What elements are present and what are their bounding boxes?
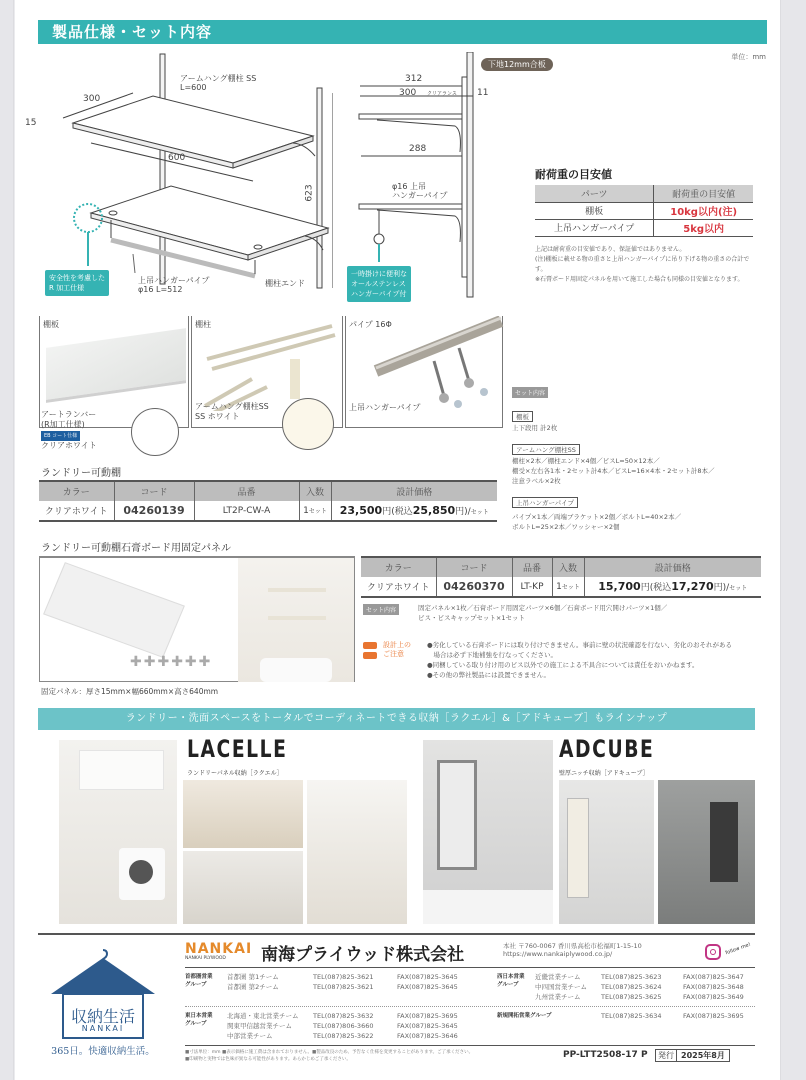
follow-me: follow me! [724,941,752,957]
logo-tagline: 365日。快適収納生活。 [51,1046,155,1057]
dim-width: 600 [168,153,186,163]
product1-title: ランドリー可動棚 [41,468,121,479]
installed-photo [238,558,354,682]
footer-bottom-rule [185,1045,755,1046]
contact-row: 関東甲信越営業チーム TEL(087)806-3660 FAX(087)825-3645 [227,1022,458,1030]
contact-row: 中四国営業チーム TEL(087)825-3624 FAX(087)825-3648 [535,983,744,991]
shelf-diagram [25,48,333,298]
company-header [185,940,755,968]
contact-row: 首都圏 第1チーム TEL(087)825-3621 FAX(087)825-3645 [227,973,458,981]
side-pipe-label: φ16 上吊 ハンガーパイプ [392,182,448,200]
lineup-banner: ランドリー・洗面スペースをトータルでコーディネートできる収納［ラクエル］&［アドキューブ］もラインナップ [38,708,755,730]
part-box-pipe: パイプ 16Φ 上吊ハンガーパイプ [345,316,503,428]
set-contents-2: セット内容 固定パネル×1枚／石膏ボード用固定パーツ×6個／石膏ボード用穴開けパーツ×1個／ ビス・ビスキャップセット×1セット [363,603,763,623]
footer-rule [38,933,755,935]
contact-row: 近畿営業チーム TEL(087)825-3623 FAX(087)825-3647 [535,973,744,981]
shuno-seikatsu-logo [49,948,157,1068]
lacelle-photo-1 [183,780,303,848]
left-gutter [0,0,14,1080]
contact-row: 九州営業チーム TEL(087)825-3625 FAX(087)825-3649 [535,993,744,1001]
color-swatch-clear-white [131,408,179,456]
company-address: 本社 〒760-0067 香川県高松市松福町1-15-10 https://www.nankaiplywood.co.jp/ [503,942,642,958]
lacelle-photo-2 [183,851,303,924]
nankai-mark: NANKAI NANKAI PLYWOOD [185,941,253,961]
part-box-pillar: 棚柱 アームハング棚柱SS SS ホワイト [191,316,343,428]
load-title: 耐荷重の目安値 [535,168,612,181]
contact-row: 北海道・東北営業チーム TEL(087)825-3632 FAX(087)825-3695 [227,1012,458,1020]
dim-11: 11 [477,88,489,98]
logo-brand: NANKAI [81,1024,125,1033]
r-process-callout: 安全性を考慮した R 加工仕様 [45,270,109,296]
lacelle-photo-3 [307,780,407,924]
lacelle-brand: LACELLE [187,735,288,763]
doc-code: PP-LTT2508-17 P [563,1050,648,1060]
adcube-photo-2 [658,780,755,924]
shelf-board-image [46,328,186,403]
company-name: 南海プライウッド株式会社 [261,945,465,965]
caution-list: ●劣化している石膏ボードには取り付けできません。事前に壁の状況確認を行ない、劣化のおそれがある 場合は必ず下地補強を行なってください。 ●同梱している取り付け用のビス以外での施工による不具合については責任をおいかねます。 ●その他の弊社製品には設置できません。 [427,641,733,679]
pillar-label: アームハング棚柱 SS L=600 [180,74,257,92]
load-header-row: パーツ 耐荷重の目安値 [535,185,753,202]
product1-row: クリアホワイト 04260139 LT2P-CW-A 1セット 23,500円(税込25,850円)/セット [39,501,497,521]
panel-image-box [39,556,355,682]
dim-288: 288 [409,144,427,154]
dim-thickness: 15 [25,118,37,128]
unit-label: 単位：mm [731,53,766,61]
panel-caption: 固定パネル：厚さ15mm×幅660mm×高さ640mm [41,687,219,696]
load-notes: 上記は耐荷重の目安値であり、保証値ではありません。 (注)棚板に載せる物の重さと上吊ハンガーパイプに吊り下げる物の重さの合計です。 ※石膏ボード用固定パネルを用いて施工した場合も同様の目安値となります。 [535,246,750,283]
load-row: 上吊ハンガーパイプ 5kg以内 [535,219,753,236]
contact-row: 中部営業チーム TEL(087)825-3622 FAX(087)825-3646 [227,1032,458,1040]
fixing-parts-image: ✚✚✚✚✚✚ [130,654,213,670]
issue-box: 発行 2025年8月 [655,1049,730,1062]
adcube-subtitle: 壁厚ニッチ収納［アドキューブ］ [559,770,649,777]
set-contents-1: セット内容 棚板 上下段用 計2枚 アームハング棚柱SS 棚柱×2本／棚柱エンド×4個／ビスL=50×12本／ 棚受×左右各1本・2セット計4本／ビスL=16×4本・2セット計8本／ 注意ラベル×2枚 上吊ハンガーパイプ パイプ×1本／両端ブラケット×2個／ボルトL=40×2本／ ボルトL=25×2本／ワッシャー×2個 [512,380,772,532]
pillar-end-label: 棚柱エンド [265,279,305,288]
adcube-photo-main [423,740,553,924]
stainless-callout: 一時掛けに便利な オールステンレス ハンガーパイプ付 [347,266,411,302]
clearance-label: クリアランス [427,91,457,97]
catalog-page: 製品仕様・セット内容 単位：mm 300 15 600 623 アームハング棚柱 SS L=600 上吊ハンガーパイプ φ16 L=512 棚柱エンド 安全性を考慮した R 加工仕様 312 300 クリアランス 11 288 φ16 上吊 ハンガーパイプ 一時掛けに便利な オールステンレス ハンガーパイプ付 下地12mm合板 耐荷重の目安値 パーツ 耐荷重の目安値 棚板 10kg以内(注) 上吊ハンガーパイプ 5kg以内 上記は耐荷重の目安値であり、保証値ではありません。 (注)棚板に載せる物の重さと上吊ハンガーパイプに吊り下げる物の重さの合計です。 ※石膏ボード用固定パネルを用いて施工した場合も同様の目安値となります。 棚板 アートランバー (R加工仕様) EB コート仕様 クリアホワイト 棚柱 アームハング棚柱SS SS ホワイト パイプ 16Φ 上吊ハンガーパイプ セット内容 棚板 上下段用 計2枚 アームハング棚柱SS 棚柱×2本／棚柱エンド×4個／ビスL=50×12本／ 棚受×左右各1本・2セット計4本／ビスL=16×4本・2セット計8本／ 注意ラベル×2枚 上吊ハンガーパイプ パイプ×1本／両端ブラケット×2個／ボルトL=40×2本／ ボルトL=25×2本／ワッシャー×2個 ランドリー可動棚 カラー コード 品番 入数 設計価格 クリアホワイト 04260139 LT2P-CW-A 1セット 23,500円(税込25,850円)/セット ランドリー可動棚石膏ボード用固定パネル ✚✚✚✚✚✚ 固定パネル：厚さ15mm×幅660mm×高さ640mm カラー コード 品番 入数 設計価格 クリアホワイト 04260370 LT-KP 1セット 15,700円(税込17,270円)/セット セット内容 固定パネル×1枚／石膏ボード用固定パーツ×6個／石膏ボード用穴開けパーツ×1個／ ビス・ビスキャップセット×1セット 設計上の ご注意 ●劣化している石膏ボードには取り付けできません。事前に壁の状況確認を行ない、劣化のおそれがある 場合は必ず下地補強を行なってください。 ●同梱している取り付け用のビス以外での施工による不具合については責任をおいかねます。 ●その他の弊社製品には設置できません。 ランドリー・洗面スペースをトータルでコーディネートできる収納［ラクエル］&［アドキューブ］もラインナップ LACELLE ランドリーパネル収納［ラクエル］ ADCUBE 壁厚ニッチ収納［アドキューブ］ 収納生活 NANKAI 365日。快適収納生活。 NANKAI NANKAI PLYWOOD 南海プライウッド株式会社 本社 〒760-0067 香川県高松市松福町1-15-10 https://www.nankaiplywood.co.jp/ follow me! 首都圏営業 グループ 首都圏 第1チーム TEL(087)825-3621 FAX(087)825-3645 首都圏 第2チーム TEL(087)825-3621 FAX(087)825-3645 西日本営業 グループ 近畿営業チーム TEL(087)825-3623 FAX(087)825-3647 中四国営業チーム TEL(087)825-3624 FAX(087)825-3648 九州営業チーム TEL(087)825-3625 FAX(087)825-3649 東日本営業 グループ 北海道・東北営業チーム TEL(087)825-3632 FAX(087)825-3695 関東甲信越営業チーム TEL(087)806-3660 FAX(087)825-3645 中部営業チーム TEL(087)825-3622 FAX(087)825-3646 新規開拓営業グループ TEL(087)825-3634 FAX(087)825-3695 ■寸法単位：mm ■表示価格に施工費は含まれておりません。■製品改良のため、予告なく仕様を変更することがあります。ご了承ください。 ■印刷物と実物では色味が異なる可能性があります。あらかじめご了承ください。 PP-LTT2508-17 P 発行 2025年8月 [15,0,780,1080]
lacelle-photo-main [59,740,177,924]
set-contents-tag: セット内容 [512,387,548,398]
caution-icon [363,642,379,660]
disclaimer: ■寸法単位：mm ■表示価格に施工費は含まれておりません。■製品改良のため、予告なく仕様を変更することがあります。ご了承ください。 ■印刷物と実物では色味が異なる可能性があります。あらかじめご了承ください。 [185,1050,474,1062]
plywood-badge: 下地12mm合板 [481,58,553,71]
dim-height: 623 [304,184,315,202]
color-swatch-ss-white [282,398,334,450]
dim-depth: 300 [83,94,101,104]
product1-price-table: カラー コード 品番 入数 設計価格 クリアホワイト 04260139 LT2P-CW-A 1セット 23,500円(税込25,850円)/セット [39,480,497,522]
shelf-desc: アートランバー (R加工仕様) EB コート仕様 クリアホワイト [41,410,97,450]
load-table [535,185,753,237]
product2-price-table: カラー コード 品番 入数 設計価格 クリアホワイト 04260370 LT-KP 1セット 15,700円(税込17,270円)/セット [361,556,761,598]
eb-coat-badge: EB コート仕様 [41,431,80,441]
dotted-divider [185,1006,755,1007]
part-box-shelf: 棚板 [39,316,189,428]
adcube-brand: ADCUBE [559,735,655,763]
lacelle-subtitle: ランドリーパネル収納［ラクエル］ [187,770,283,777]
section-title: 製品仕様・セット内容 [38,20,767,44]
right-scrollbar[interactable] [780,0,806,1080]
product2-title: ランドリー可動棚石膏ボード用固定パネル [41,543,231,554]
adcube-photo-1 [559,780,654,924]
dim-312: 312 [405,74,423,84]
pipe-parts-image [366,316,504,416]
company-url[interactable]: https://www.nankaiplywood.co.jp/ [503,950,613,958]
pipe-label: 上吊ハンガーパイプ φ16 L=512 [138,276,210,294]
product2-row: クリアホワイト 04260370 LT-KP 1セット 15,700円(税込17,270円)/セット [361,577,761,597]
instagram-icon[interactable] [705,944,721,960]
dim-300-side: 300 [399,88,417,98]
pillar-parts-image [197,321,342,411]
logo-text: 収納生活 [70,1007,135,1026]
side-diagram [351,52,497,300]
contact-row: 首都圏 第2チーム TEL(087)825-3621 FAX(087)825-3645 [227,983,458,991]
load-row: 棚板 10kg以内(注) [535,202,753,219]
panel-board-image [43,562,185,658]
caution-label: 設計上の ご注意 [383,641,411,658]
